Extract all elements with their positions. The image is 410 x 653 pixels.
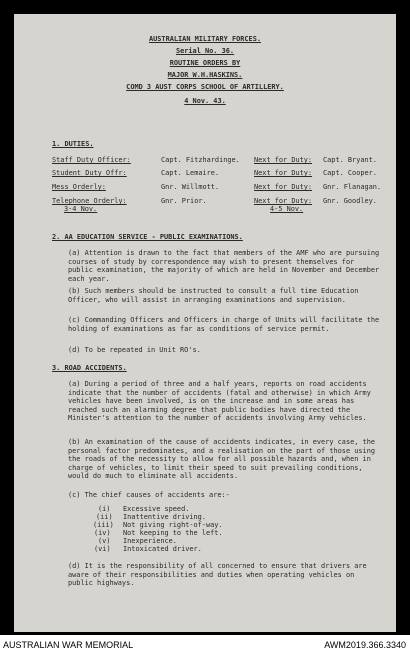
duty-next-name-1: Capt. Bryant. — [323, 156, 377, 164]
header-date: 4 Nov. 43. — [184, 97, 226, 105]
duty-next-label-2: Next for Duty: — [254, 169, 313, 177]
duty-name-4: Gnr. Prior. — [161, 197, 207, 205]
cause-text-5: Inexperience. — [123, 537, 177, 545]
education-para-a: (a) Attention is drawn to the fact that members of the AMF who are pursuing courses of study by correspondence may wish to present themselves for public examination, the majority of which are held in November and December each year. — [68, 249, 380, 283]
duty-name-1: Capt. Fitzhardinge. — [161, 156, 240, 164]
education-para-b: (b) Such members should be instructed to consult a full time Education Officer, who will assist in arranging examinations and supervision. — [68, 287, 359, 304]
cause-text-3: Not giving right-of-way. — [123, 521, 223, 529]
duty-next-label-4: Next for Duty: — [254, 197, 313, 205]
duty-name-3: Gnr. Willmott. — [161, 183, 220, 191]
duty-date-4: 3-4 Nov. — [64, 205, 98, 213]
duty-role-3: Mess Orderly: — [52, 183, 106, 191]
cause-num-2: (ii) — [96, 513, 113, 521]
footer-source: AUSTRALIAN WAR MEMORIAL — [3, 640, 134, 650]
cause-num-5: (v) — [98, 537, 111, 545]
header-line-4: MAJOR W.H.HASKINS. — [167, 71, 243, 79]
duty-next-label-1: Next for Duty: — [254, 156, 313, 164]
duty-next-name-2: Capt. Cooper. — [323, 169, 377, 177]
cause-num-3: (iii) — [93, 521, 114, 529]
duty-role-1: Staff Duty Officer: — [52, 156, 131, 164]
cause-text-2: Inattentive driving. — [123, 513, 206, 521]
duty-role-4: Telephone Orderly: — [52, 197, 127, 205]
duty-next-name-3: Gnr. Flanagan. — [323, 183, 382, 191]
footer-accession-id: AWM2019.366.3340 — [324, 640, 406, 650]
education-heading: 2. AA EDUCATION SERVICE - PUBLIC EXAMINATIONS. — [52, 233, 243, 241]
road-para-d: (d) It is the responsibility of all concerned to ensure that drivers are aware of their responsibilities and duties when operating vehicles on public highways. — [68, 562, 367, 588]
cause-num-6: (vi) — [94, 545, 111, 553]
cause-num-1: (i) — [98, 505, 111, 513]
road-para-b: (b) An examination of the cause of accidents indicates, in every case, the personal factor predominates, and a realisation on the part of those using the roads of the necessity to allow for all possible hazards and, when in charge of vehicles, to limit their speed to suit prevailing conditions, would do much to eliminate all accidents. — [68, 438, 375, 481]
duty-next-name-4: Gnr. Goodley. — [323, 197, 377, 205]
duties-heading: 1. DUTIES. — [52, 140, 94, 148]
cause-num-4: (iv) — [94, 529, 111, 537]
duty-next-date-4: 4-5 Nov. — [270, 205, 304, 213]
cause-text-6: Intoxicated driver. — [123, 545, 202, 553]
header-serial: Serial No. 36. — [175, 47, 235, 55]
header-line-5: COMD 3 AUST CORPS SCHOOL OF ARTILLERY. — [126, 83, 284, 91]
education-para-c: (c) Commanding Officers and Officers in charge of Units will facilitate the holding of examinations as far as conditions of service permit. — [68, 316, 380, 333]
cause-text-1: Excessive speed. — [123, 505, 190, 513]
road-heading: 3. ROAD ACCIDENTS. — [52, 364, 127, 372]
cause-text-4: Not keeping to the left. — [123, 529, 223, 537]
header-line-3: ROUTINE ORDERS BY — [169, 59, 241, 67]
footer-bar — [0, 635, 410, 653]
duty-role-2: Student Duty Offr: — [52, 169, 127, 177]
duty-next-label-3: Next for Duty: — [254, 183, 313, 191]
road-para-a: (a) During a period of three and a half years, reports on road accidents indicate that the number of accidents (fatal and otherwise) in which Army vehicles have been involved, is on the increase and in some areas has reached such an alarming degree that public bodies have directed the Minister's attention to the number of accidents involving Army vehicles. — [68, 380, 371, 423]
header-line-1: AUSTRALIAN MILITARY FORCES. — [148, 35, 261, 43]
road-para-c: (c) The chief causes of accidents are:- — [68, 491, 230, 499]
document-page — [14, 14, 396, 632]
duty-name-2: Capt. Lemaire. — [161, 169, 220, 177]
education-para-d: (d) To be repeated in Unit RO's. — [68, 346, 201, 354]
